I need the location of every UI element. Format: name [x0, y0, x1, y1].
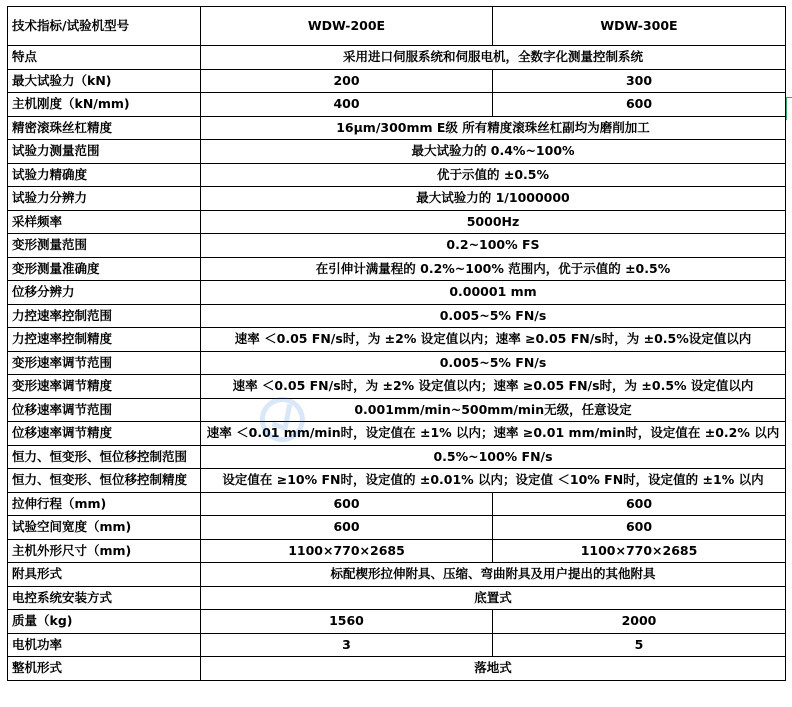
- row-value-cell: 0.005~5% FN/s: [201, 304, 786, 328]
- row-model-b-cell: 5: [493, 633, 786, 657]
- row-label-cell: 恒力、恒变形、恒位移控制范围: [8, 445, 201, 469]
- row-value-cell: 底置式: [201, 586, 786, 610]
- row-model-b-cell: 1100×770×2685: [493, 539, 786, 563]
- row-model-a-cell: 1100×770×2685: [201, 539, 493, 563]
- row-label-cell: 最大试验力（kN): [8, 69, 201, 93]
- row-label-cell: 变形速率调节精度: [8, 375, 201, 399]
- row-label-cell: 变形测量准确度: [8, 257, 201, 281]
- row-value-cell: 优于示值的 ±0.5%: [201, 163, 786, 187]
- table-row: [8, 163, 786, 187]
- row-label-cell: 力控速率控制范围: [8, 304, 201, 328]
- row-value-cell: 最大试验力的 0.4%~100%: [201, 140, 786, 164]
- table-row: [8, 422, 786, 446]
- row-model-a-cell: 1560: [201, 610, 493, 634]
- table-row: [8, 257, 786, 281]
- table-header-row: [8, 7, 786, 46]
- row-label-cell: 恒力、恒变形、恒位移控制精度: [8, 469, 201, 493]
- row-value-cell: 0.001mm/min~500mm/min无级，任意设定: [201, 398, 786, 422]
- header-model-a-cell: WDW-200E: [201, 7, 493, 46]
- row-value-cell: 速率 ＜0.05 FN/s时，为 ±2% 设定值以内；速率 ≥0.05 FN/s时，为 ±0.5% 设定值以内: [201, 375, 786, 399]
- table-row: [8, 234, 786, 258]
- header-label-cell: 技术指标/试验机型号: [8, 7, 201, 46]
- row-label-cell: 位移速率调节精度: [8, 422, 201, 446]
- table-row: [8, 610, 786, 634]
- table-row: [8, 516, 786, 540]
- table-row: [8, 328, 786, 352]
- row-value-cell: 采用进口伺服系统和伺服电机，全数字化测量控制系统: [201, 46, 786, 70]
- table-row: [8, 633, 786, 657]
- row-value-cell: 16μm/300mm E级 所有精度滚珠丝杠副均为磨削加工: [201, 116, 786, 140]
- row-value-cell: 速率 ＜0.01 mm/min时，设定值在 ±1% 以内；速率 ≥0.01 mm/min时，设定值在 ±0.2% 以内: [201, 422, 786, 446]
- row-model-b-cell: 600: [493, 93, 786, 117]
- row-label-cell: 电机功率: [8, 633, 201, 657]
- table-row: [8, 445, 786, 469]
- table-row: [8, 69, 786, 93]
- row-value-cell: 落地式: [201, 657, 786, 681]
- table-row: [8, 492, 786, 516]
- table-row: [8, 351, 786, 375]
- row-label-cell: 变形测量范围: [8, 234, 201, 258]
- row-label-cell: 力控速率控制精度: [8, 328, 201, 352]
- table-row: [8, 46, 786, 70]
- row-model-b-cell: 300: [493, 69, 786, 93]
- row-label-cell: 主机外形尺寸（mm): [8, 539, 201, 563]
- table-row: [8, 304, 786, 328]
- row-value-cell: 0.00001 mm: [201, 281, 786, 305]
- row-model-a-cell: 3: [201, 633, 493, 657]
- row-label-cell: 整机形式: [8, 657, 201, 681]
- row-model-b-cell: 600: [493, 492, 786, 516]
- table-row: [8, 93, 786, 117]
- table-row: [8, 586, 786, 610]
- row-label-cell: 变形速率调节范围: [8, 351, 201, 375]
- row-model-b-cell: 600: [493, 516, 786, 540]
- table-row: [8, 375, 786, 399]
- row-value-cell: 速率 ＜0.05 FN/s时，为 ±2% 设定值以内；速率 ≥0.05 FN/s时，为 ±0.5%设定值以内: [201, 328, 786, 352]
- row-value-cell: 5000Hz: [201, 210, 786, 234]
- row-label-cell: 试验空间宽度（mm): [8, 516, 201, 540]
- row-label-cell: 精密滚珠丝杠精度: [8, 116, 201, 140]
- row-label-cell: 拉伸行程（mm): [8, 492, 201, 516]
- table-row: [8, 469, 786, 493]
- table-row: [8, 210, 786, 234]
- table-row: [8, 539, 786, 563]
- row-label-cell: 电控系统安装方式: [8, 586, 201, 610]
- row-label-cell: 位移分辨力: [8, 281, 201, 305]
- table-row: [8, 140, 786, 164]
- row-label-cell: 试验力分辨力: [8, 187, 201, 211]
- row-value-cell: 0.005~5% FN/s: [201, 351, 786, 375]
- row-value-cell: 在引伸计满量程的 0.2%~100% 范围内，优于示值的 ±0.5%: [201, 257, 786, 281]
- row-label-cell: 特点: [8, 46, 201, 70]
- row-model-a-cell: 600: [201, 492, 493, 516]
- row-value-cell: 设定值在 ≥10% FN时，设定值的 ±0.01% 以内；设定值 ＜10% FN时，设定值的 ±1% 以内: [201, 469, 786, 493]
- row-label-cell: 附具形式: [8, 563, 201, 587]
- table-row: [8, 563, 786, 587]
- row-label-cell: 质量（kg): [8, 610, 201, 634]
- table-row: [8, 187, 786, 211]
- spec-table: [7, 6, 786, 681]
- header-model-b-cell: WDW-300E: [493, 7, 786, 46]
- row-model-b-cell: 2000: [493, 610, 786, 634]
- table-row: [8, 116, 786, 140]
- row-value-cell: 标配楔形拉伸附具、压缩、弯曲附具及用户提出的其他附具: [201, 563, 786, 587]
- row-model-a-cell: 200: [201, 69, 493, 93]
- table-row: [8, 398, 786, 422]
- row-label-cell: 位移速率调节范围: [8, 398, 201, 422]
- row-value-cell: 最大试验力的 1/1000000: [201, 187, 786, 211]
- side-edge-mark: [786, 97, 792, 120]
- row-label-cell: 试验力精确度: [8, 163, 201, 187]
- row-value-cell: 0.5%~100% FN/s: [201, 445, 786, 469]
- table-row: [8, 281, 786, 305]
- row-label-cell: 试验力测量范围: [8, 140, 201, 164]
- row-value-cell: 0.2~100% FS: [201, 234, 786, 258]
- row-model-a-cell: 400: [201, 93, 493, 117]
- row-model-a-cell: 600: [201, 516, 493, 540]
- row-label-cell: 主机刚度（kN/mm): [8, 93, 201, 117]
- table-row: [8, 657, 786, 681]
- row-label-cell: 采样频率: [8, 210, 201, 234]
